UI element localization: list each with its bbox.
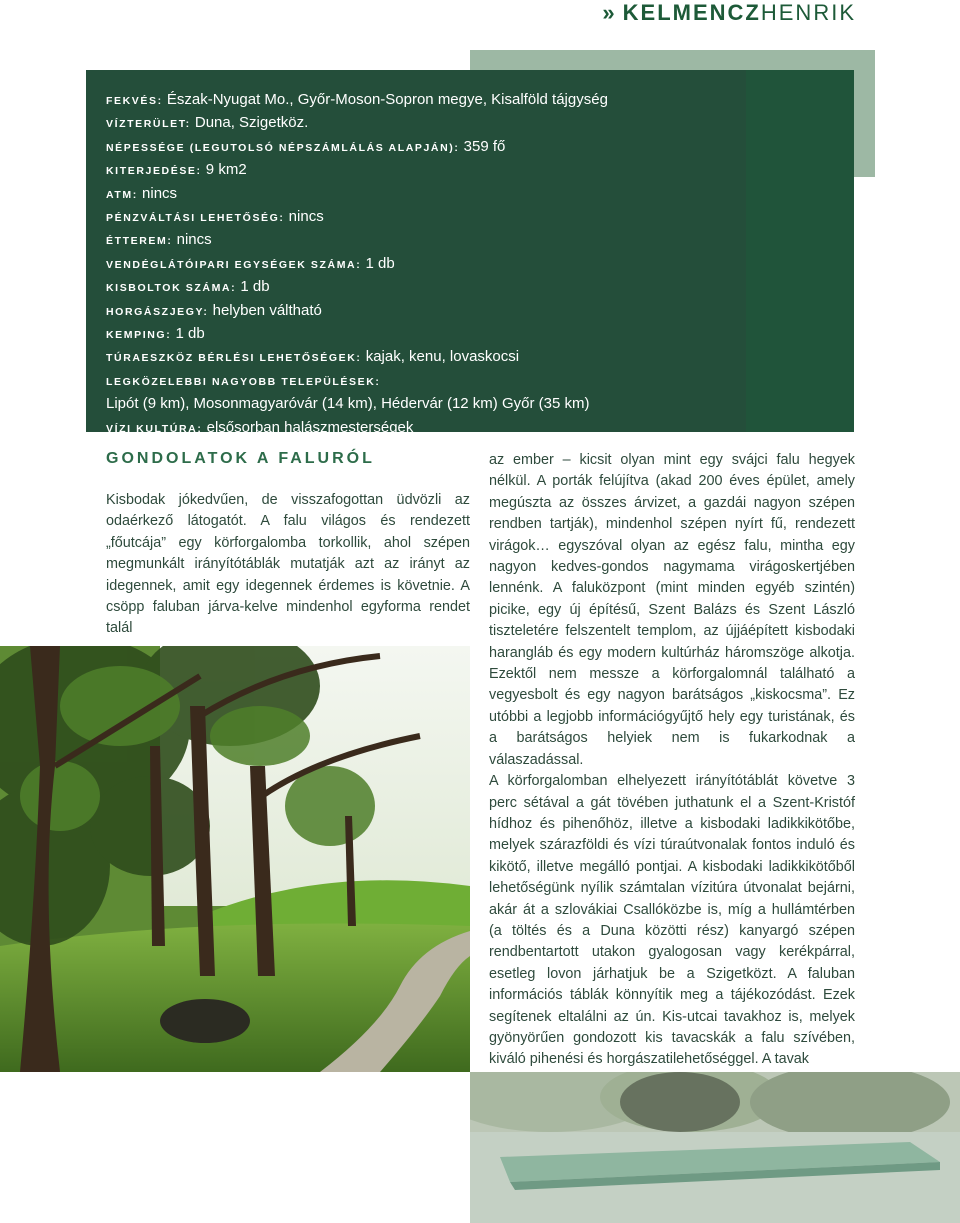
fact-row: LEGKÖZELEBBI NAGYOBB TELEPÜLÉSEK: xyxy=(106,375,381,388)
landscape-photo xyxy=(0,646,470,1072)
article-right-column xyxy=(489,450,855,1071)
fact-row: KITERJEDÉSE: 9 km2 xyxy=(106,161,247,179)
chevron-icon: » xyxy=(602,0,617,25)
fact-row: KISBOLTOK SZÁMA: 1 db xyxy=(106,278,270,296)
fact-row: VÍZI KULTÚRA: elsősorban halászmesterségek xyxy=(106,418,414,436)
fact-row: ATM: nincs xyxy=(106,184,178,202)
fact-row: ÉTTEREM: nincs xyxy=(106,231,212,249)
decorative-panel-light-edge xyxy=(855,50,875,177)
fact-row: VENDÉGLÁTÓIPARI EGYSÉGEK SZÁMA: 1 db xyxy=(106,254,395,272)
fact-row: FEKVÉS: Észak-Nyugat Mo., Győr-Moson-Sopron megye, Kisalföld tájgység xyxy=(106,91,608,108)
article-paragraph: Kisbodak jókedvűen, de visszafogottan üdvözli az odaérkező látogatót. A falu világos és rendezett „főutcája” egy körforgalomba torkollik, ahol szépen megmunkált irányítótáblák mutatják azt az irányt az idegennek, amit egy idegennek érdemes is követnie. A csöpp faluban járva-kelve mindenhol egyforma rendet talál xyxy=(106,492,470,637)
article-title: GONDOLATOK A FALURÓL xyxy=(106,450,375,467)
boat-photo xyxy=(470,1072,960,1223)
article-paragraph: A körforgalomban elhelyezett irányítótáblát követve 3 perc sétával a gát tövében juthatunk el a Szent-Kristóf hídhoz és pihenőhöz, illetve a kisbodaki ladikkikötőbe, melyek szárazföldi és vízi túraútvonalak fontos induló és kikötő, illetve megálló pontjai. A kisbodaki ladikkikötőből lehetőségünk nyílik számtalan vízitúra útvonalat bejárni, akár át a szlovákiai Csallóközbe is, míg a hullámtérben (a töltés és a Duna közötti rész) kanyargó szépen rendbentartott utakon gyalogosan vagy kerékpárral, esetleg lovon járhatjuk be a Szigetközt. A faluban információs táblák könnyítik meg a tájékozódást. Ezek segítenek eltalálni az ún. Kis-utcai tavakhoz is, melyek gyönyörűen gondozott kis tavacskák a falu szívében, kiváló pihenési és horgászatilehetőséggel. A tavak xyxy=(489,773,855,1068)
facts-panel-edge xyxy=(746,70,854,432)
fact-row: PÉNZVÁLTÁSI LEHETŐSÉG: nincs xyxy=(106,208,324,226)
fact-row: Lipót (9 km), Mosonmagyaróvár (14 km), Hédervár (12 km) Győr (35 km) xyxy=(106,395,590,413)
bottom-image-strip xyxy=(0,1072,470,1223)
fact-row: KEMPING: 1 db xyxy=(106,325,205,343)
article-paragraph: az ember – kicsit olyan mint egy svájci falu hegyek nélkül. A porták felújítva (akad 200 éves épület, amely megúszta az összes árvizet, a gazdái nagyon szépen rendben tartják), mindenhol szépen nyírt fű, rendezett virágok… egyszóval olyan az egész falu, mintha egy nagyon kedves-gondos nagymama virágoskertjében lennénk. A faluközpont (mint minden egyéb szintén) picike, egy új építésű, Szent Balázs és Szent László tiszteletére felszentelt templom, az újjáépített kisbodaki harangláb és egy modern kultúrház háromszöge alkotja. Ezektől nem messze a körforgalomnál található a vegyesbolt és egy nagyon barátságos „kiskocsma”. Ez utóbbi a legjobb információgyűjtő hely egy turistának, és a barátságos helyiek nem is fukarkodnak a válaszadással. xyxy=(489,452,855,768)
article-left-column xyxy=(106,450,470,640)
facts-list xyxy=(106,89,726,440)
author-firstname: HENRIK xyxy=(760,0,856,25)
fact-row: TÚRAESZKÖZ BÉRLÉSI LEHETŐSÉGEK: kajak, kenu, lovaskocsi xyxy=(106,348,520,366)
fact-row: VÍZTERÜLET: Duna, Szigetköz. xyxy=(106,114,309,132)
fact-row: HORGÁSZJEGY: helyben váltható xyxy=(106,301,322,319)
fact-row: NÉPESSÉGE (LEGUTOLSÓ NÉPSZÁMLÁLÁS ALAPJÁN): 359 fő xyxy=(106,137,506,155)
page-header xyxy=(602,0,856,30)
author-surname: KELMENCZ xyxy=(622,0,761,25)
